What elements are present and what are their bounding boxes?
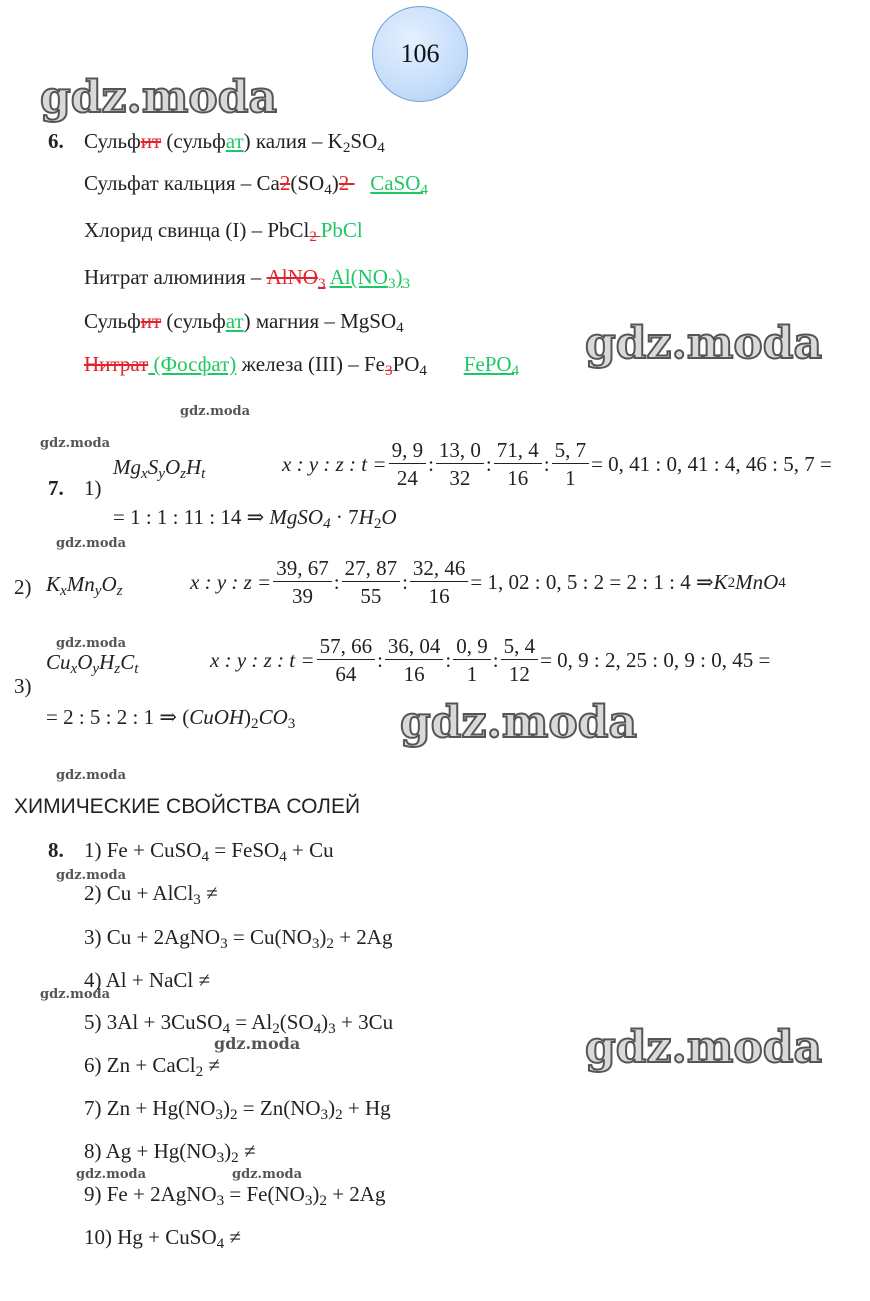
watermark-logo: gdz.moda [585,1022,823,1073]
reaction-4: 4) Al + NaCl ≠ [84,968,211,992]
task-7-2-equation: x : y : z = $\frac{39, 67}{39}$ : $\frac{27, 87}{55}$ : $\frac{32, 46}{16}$ = 1, 02 : 0, 5 : 2 = 2 : 1 : 4 ⇒ K 2 MnO 4 [190,556,786,608]
task-8-number: 8. [48,838,64,862]
task-6-line-2: Сульфат кальция – $Ca2(SO_4)2$ CaSO$_4$ [84,171,428,198]
section-heading: ХИМИЧЕСКИЕ СВОЙСТВА СОЛЕЙ [14,795,361,818]
task-7-number: 7. [48,476,64,500]
reaction-5: 5) 3Al + 3CuSO$_4$ = $Al_2(SO_4)_3 + 3Cu$ [84,1010,394,1037]
task-6-line-4: Нитрат алюминия – AlNO$_3$ $Al(NO_3)_3$ [84,265,411,292]
watermark-small: gdz.moda [76,1167,147,1182]
task-6-line-1: Сульфит (сульфат) калия – $K_2SO_4$ [84,129,385,156]
page-number-badge [372,6,468,102]
watermark-small: gdz.moda [56,536,127,551]
reaction-3: 3) Cu + 2AgNO$_3$ = $Cu(NO_3)_2 + 2Ag$ [84,925,393,952]
watermark-small: gdz.moda [56,868,127,883]
task-7-1-equation: x : y : z : t = $\frac{9, 9}{24}$ : $\frac{13, 0}{32}$ : $\frac{71, 4}{16}$ : $\frac{5, 7}{1}$ = 0, 41 : 0, 41 : 4, 46 : 5, 7 = [282,438,832,490]
watermark-logo: gdz.moda [40,72,278,123]
task-6-line-6: Нитрат (Фосфат) железа $(III) - Fe_3PO_4$ FePO$_4$ [84,352,520,379]
task-7-1-label: 1) [84,476,102,500]
reaction-1: 1) Fe + CuSO$_4$ = FeSO$_4$ + Cu [84,838,334,865]
reaction-8: 8) $Ag + Hg(NO_3)_2$ ≠ [84,1139,256,1166]
task-7-1-formula: $Mg_xS_yO_zH_t$ [113,455,206,482]
watermark-small: gdz.moda [56,636,127,651]
task-7-2-label: 2) [14,575,32,599]
reaction-9: 9) Fe + 2AgNO$_3$ = $Fe(NO_3)_2 + 2Ag$ [84,1182,386,1209]
task-7-3-equation: x : y : z : t = $\frac{57, 66}{64}$ : $\frac{36, 04}{16}$ : $\frac{0, 9}{1}$ : $\frac{5, 4}{12}$ = 0, 9 : 2, 25 : 0, 9 : 0, 45 = [210,634,771,686]
reaction-6: 6) Zn + CaCl$_2$ ≠ [84,1053,220,1080]
watermark-small: gdz.moda [56,768,127,783]
watermark-small: gdz.moda [40,436,111,451]
task-7-3-label: 3) [14,674,32,698]
watermark-small: gdz.moda [214,1034,301,1053]
task-7-3-formula: $Cu_xO_yH_zC_t$ [46,650,139,677]
correction: CaSO$_4$ [370,171,428,198]
task-6-number: 6. [48,129,64,153]
watermark-logo: gdz.moda [400,697,638,748]
task-7-2-formula: $K_xMn_yO_z$ [46,572,123,599]
watermark-small: gdz.moda [40,987,111,1002]
watermark-logo: gdz.moda [585,318,823,369]
reaction-7: 7) $Zn + Hg(NO_3)_2 = Zn(NO_3)_2 + Hg$ [84,1096,391,1123]
watermark-small: gdz.moda [180,404,251,419]
task-6-line-3: Хлорид свинца (I) – PbCl$_2$ PbCl [84,218,363,245]
task-6-line-5: Сульфит (сульфат) магния – MgSO$_4$ [84,309,404,336]
page-number: 106 [400,39,440,68]
watermark-small: gdz.moda [232,1167,303,1182]
task-7-1-answer: = 1 : 1 : 11 : 14 ⇒ MgSO$_4$ · $7H_2O$ [113,505,397,532]
task-7-3-answer: = 2 : 5 : 2 : 1 ⇒ $(CuOH)_2CO_3$ [46,705,296,732]
reaction-10: 10) Hg + CuSO$_4$ ≠ [84,1225,241,1252]
reaction-2: 2) Cu + AlCl$_3$ ≠ [84,881,218,908]
